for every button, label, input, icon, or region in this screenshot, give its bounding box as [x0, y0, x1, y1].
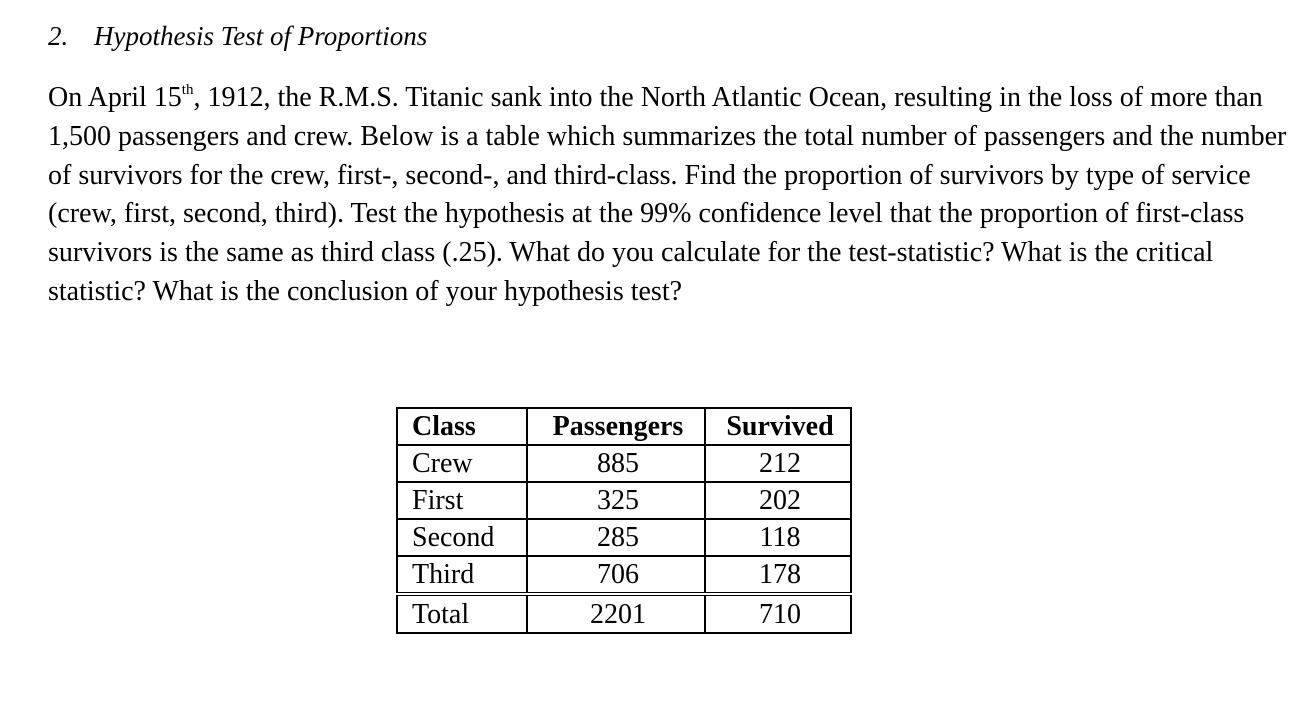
titanic-survivors-table	[396, 407, 852, 634]
table-row	[397, 445, 851, 482]
cell-survived: 118	[705, 519, 851, 556]
cell-class: Crew	[397, 445, 527, 482]
header-survived: Survived	[705, 408, 851, 445]
table-row	[397, 556, 851, 594]
paragraph-part2: , 1912, the R.M.S. Titanic sank into the North Atlantic Ocean, resulting in the loss of more than 1,500 passengers and crew. Below is a table which summarizes the total number of passengers and the number of survivors for the crew, first-, second-, and third-class. Find the proportion of survivors by type of service (crew, first, second, third). Test the hypothesis at the 99% confidence level that the proportion of first-class survivors is the same as third class (.25). What do you calculate for the test-statistic? What is the critical statistic? What is the conclusion of your hypothesis test?	[48, 82, 1287, 307]
cell-total-survived: 710	[705, 594, 851, 633]
table-row	[397, 519, 851, 556]
cell-passengers: 325	[527, 482, 705, 519]
header-class: Class	[397, 408, 527, 445]
cell-class: First	[397, 482, 527, 519]
table-total-row	[397, 594, 851, 633]
table-row	[397, 482, 851, 519]
cell-passengers: 285	[527, 519, 705, 556]
problem-number: 2.	[48, 21, 69, 51]
cell-total-passengers: 2201	[527, 594, 705, 633]
cell-class: Second	[397, 519, 527, 556]
titanic-table-container	[396, 407, 852, 634]
cell-passengers: 706	[527, 556, 705, 594]
problem-heading	[48, 18, 427, 54]
cell-survived: 212	[705, 445, 851, 482]
table-header-row	[397, 408, 851, 445]
cell-total-label: Total	[397, 594, 527, 633]
cell-passengers: 885	[527, 445, 705, 482]
ordinal-superscript: th	[181, 81, 194, 98]
cell-class: Third	[397, 556, 527, 594]
paragraph-part1: On April 15	[48, 82, 182, 113]
cell-survived: 202	[705, 482, 851, 519]
header-passengers: Passengers	[527, 408, 705, 445]
problem-statement	[48, 79, 1288, 312]
problem-title: Hypothesis Test of Proportions	[94, 21, 428, 51]
cell-survived: 178	[705, 556, 851, 594]
problem-paragraph	[48, 79, 1288, 312]
